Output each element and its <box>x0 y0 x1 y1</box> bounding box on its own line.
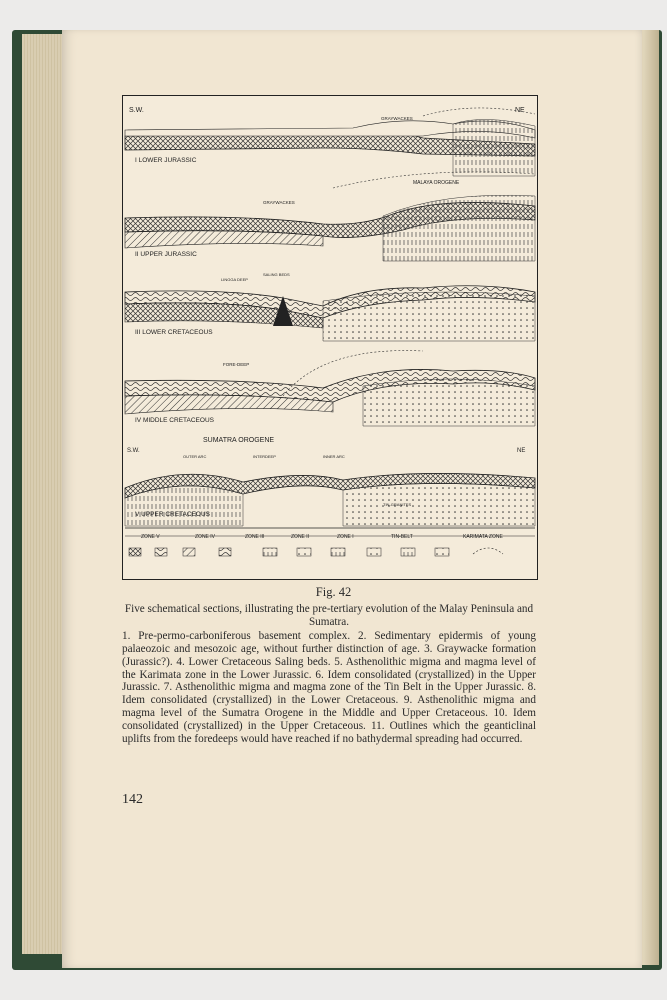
lingga-deep-label: LINGGA DEEP <box>221 277 248 282</box>
zone-3: ZONE III <box>245 534 265 540</box>
section-4-label: IV MIDDLE CRETACEOUS <box>135 417 214 424</box>
figure-caption <box>122 603 536 746</box>
orientation-left-v: S.W. <box>127 448 140 454</box>
geologic-figure <box>122 95 538 580</box>
sumatra-orogene-label: SUMATRA OROGENE <box>203 437 275 444</box>
section-5-label: V UPPER CRETACEOUS <box>135 511 211 518</box>
zone-tin-belt: TIN-BELT <box>391 534 413 540</box>
orientation-right: NE <box>515 107 525 114</box>
interdeep-label: INTERDEEP <box>253 454 276 459</box>
zone-2: ZONE II <box>291 534 310 540</box>
zone-4: ZONE IV <box>195 534 216 540</box>
page-number: 142 <box>122 792 143 807</box>
zone-5: ZONE V <box>141 534 160 540</box>
caption-body: 1. Pre-permo-carboniferous basement complex. 2. Sedimentary epidermis of young palaeozoic and mesozoic age, without further distinction of age. 3. Graywacke formation (Jurassic?). 4. Lower Cretaceous Saling beds. 5. Asthenolithic migma and magma level of the Karimata zone in the Lower Jurassic. 6. Idem consolidated (crystallized) in the Upper Jurassic. 7. Asthenolithic migma and magma zone of the Tin Belt in the Upper Jurassic. 8. Idem consolidated (crystallized) in the Lower Cretaceous. 9. Asthenolithic migma and magma level of the Sumatra Orogene in the Middle and Upper Cretaceous. 10. Idem consolidated (crystallized) in the Upper Cretaceous. 11. Outlines which the geanticlinal uplifts from the foredeeps would have reached if no bathydermal spreading had occurred. <box>122 629 536 746</box>
tin-granites-label: TIN-GRANITES <box>383 502 412 507</box>
graywackes-label-2: GRAYWACKES <box>263 200 295 205</box>
zone-1: ZONE I <box>337 534 354 540</box>
malaya-orogene-label: MALAYA OROGENE <box>413 180 460 186</box>
orientation-right-v: NE <box>517 448 526 454</box>
zone-karimata: KARIMATA ZONE <box>463 534 503 540</box>
cross-section-diagram <box>123 96 537 579</box>
caption-lead: Five schematical sections, illustrating the pre-tertiary evolution of the Malay Peninsula and Sumatra. <box>124 603 534 628</box>
fore-deep-label: FORE-DEEP <box>223 362 250 367</box>
section-1-label: I LOWER JURASSIC <box>135 157 197 164</box>
orientation-left: S.W. <box>129 107 144 114</box>
graywackes-label-1: GRAYWACKES <box>381 116 413 121</box>
inner-arc-label: INNER ARC <box>323 454 345 459</box>
section-2-label: II UPPER JURASSIC <box>135 251 197 258</box>
outer-arc-label: OUTER ARC <box>183 454 207 459</box>
figure-label: Fig. 42 <box>315 585 352 599</box>
saling-beds-label: SALING BEDS <box>263 272 290 277</box>
section-3-label: III LOWER CRETACEOUS <box>135 329 213 336</box>
